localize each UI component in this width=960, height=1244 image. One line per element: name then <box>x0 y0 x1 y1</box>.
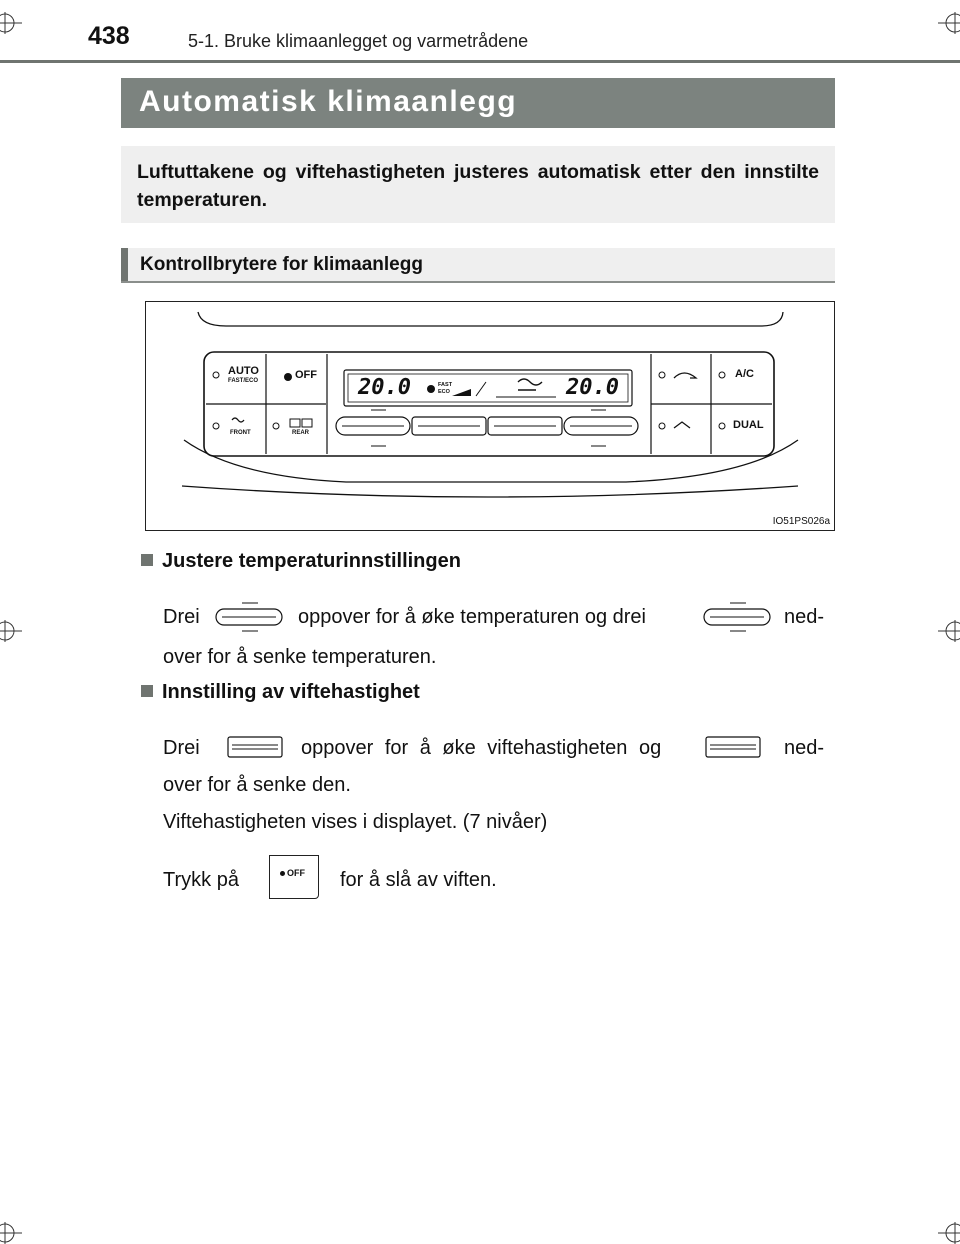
front-defrost-label: FRONT <box>230 430 251 436</box>
display-fast: FAST <box>438 382 453 388</box>
fan-line3: Viftehastigheten vises i displayet. (7 nivåer) <box>163 811 548 833</box>
fan-icon <box>280 871 285 876</box>
display-temp-right: 20.0 <box>566 375 619 400</box>
temp-line1-b: oppover for å øke temperaturen og drei <box>298 606 646 628</box>
registration-mark-top-left <box>0 12 22 34</box>
ac-button-label: A/C <box>735 368 754 380</box>
fan-knob-icon-right <box>704 733 762 761</box>
heading-text: Justere temperaturinnstillingen <box>162 550 461 572</box>
section-heading-temperature <box>141 550 461 573</box>
registration-mark-bottom-right <box>938 1222 960 1244</box>
temperature-knob-icon-right <box>702 601 774 633</box>
auto-button-label: AUTO <box>228 365 259 377</box>
registration-mark-bottom-left <box>0 1222 22 1244</box>
temp-line1-c: ned- <box>784 606 825 628</box>
fan-line1-c: ned- <box>784 737 825 759</box>
section-header: 5-1. Bruke klimaanlegget og varmetrådene <box>188 31 529 51</box>
bullet-square <box>141 554 153 566</box>
registration-mark-mid-left <box>0 620 22 642</box>
title-bar <box>121 78 835 128</box>
fast-eco-label: FAST/ECO <box>228 378 259 384</box>
temp-line1-a: Drei <box>163 606 200 628</box>
fan-line1-b: oppover for å øke viftehastigheten og <box>301 737 662 759</box>
subheading-bar <box>121 248 835 283</box>
page-number: 438 <box>88 22 130 50</box>
page-title: Automatisk klimaanlegg <box>139 85 518 118</box>
registration-mark-top-right <box>938 12 960 34</box>
intro-box <box>121 146 835 223</box>
temp-line2: over for å senke temperaturen. <box>163 646 437 668</box>
registration-mark-mid-right <box>938 620 960 642</box>
climate-panel-figure <box>145 301 835 531</box>
intro-text: Luftuttakene og viftehastigheten justeres automatisk etter den innstilte temperaturen. <box>137 161 819 211</box>
figure-code: IO51PS026a <box>772 516 830 527</box>
dual-button-label: DUAL <box>733 419 764 431</box>
climate-panel-illustration <box>146 302 834 530</box>
fan-line2: over for å senke den. <box>163 774 351 796</box>
section-heading-fan-speed <box>141 681 420 704</box>
display-eco: ECO <box>438 389 450 395</box>
fan-line1-a: Drei <box>163 737 200 759</box>
temperature-knob-icon <box>214 601 286 633</box>
fan-line4-b: for å slå av viften. <box>340 869 497 891</box>
display-temp-left: 20.0 <box>358 375 411 400</box>
off-button-icon <box>269 855 319 899</box>
subheading-accent <box>121 248 128 281</box>
heading-text: Innstilling av viftehastighet <box>162 681 420 703</box>
subheading-text: Kontrollbrytere for klimaanlegg <box>140 254 423 275</box>
header-rule <box>0 60 960 63</box>
off-label: OFF <box>287 868 305 878</box>
fan-knob-icon <box>226 733 284 761</box>
off-button-label: OFF <box>295 369 317 381</box>
bullet-square <box>141 685 153 697</box>
rear-defrost-label: REAR <box>292 430 310 436</box>
fan-line4-a: Trykk på <box>163 869 239 891</box>
